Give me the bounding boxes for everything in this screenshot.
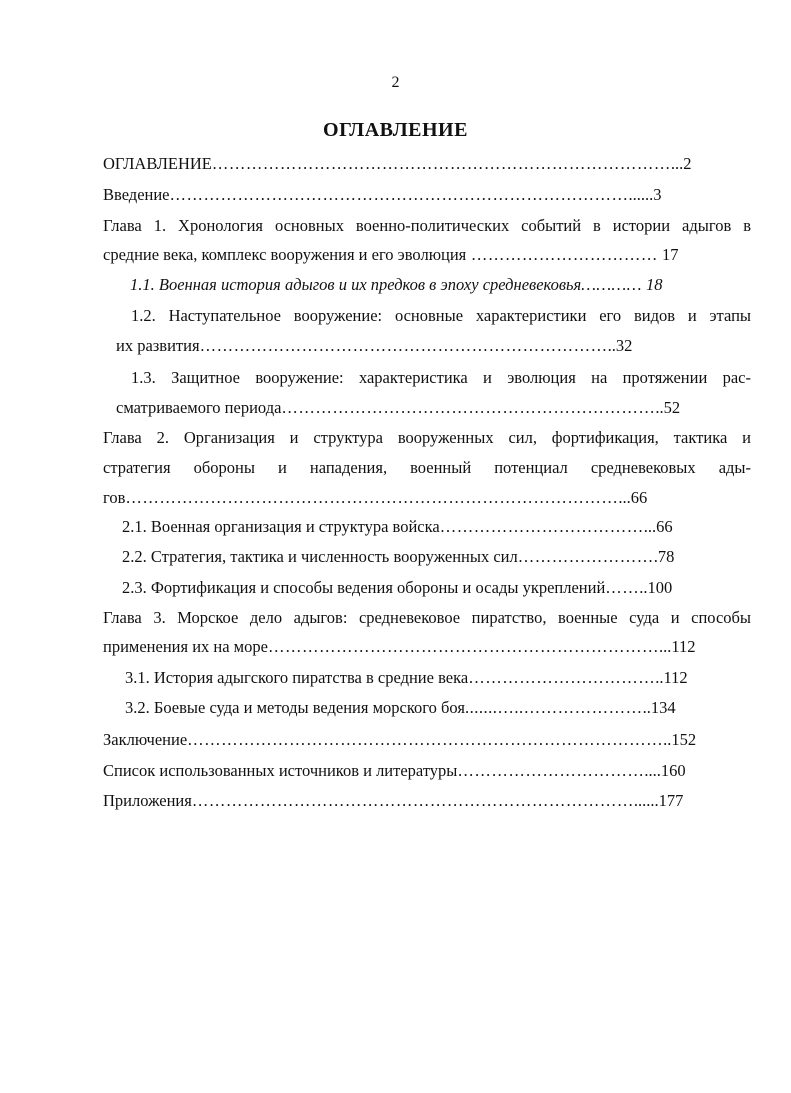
toc-entry-label: ОГЛАВЛЕНИЕ [103,154,212,173]
toc-entry-label: средние века, комплекс вооружения и его эволюция [103,245,467,264]
page-number: 2 [391,74,400,91]
toc-entry-page: ..32 [607,336,633,355]
toc-leader-dots: ………………………………………………………… [281,398,656,417]
toc-entry-label: 1.2. Наступательное вооружение: основные характеристики его видов и этапы [131,306,751,325]
toc-entry-section-2-2[interactable] [122,543,751,571]
toc-entry-label: 1.3. Защитное вооружение: характеристика и эволюция на протяжении рас- [131,368,751,387]
toc-entry-chapter-3[interactable] [103,633,751,661]
toc-entry-page: ..134 [642,698,676,717]
toc-leader-dots: ……………………………………………………………………… [211,154,671,173]
toc-entry-label: сматриваемого периода [116,398,282,417]
toc-leader-dots: …… [605,578,640,597]
toc-entry-introduction[interactable] [103,181,751,209]
toc-entry-page: ...2 [670,154,692,173]
toc-entry-page: 17 [662,245,679,264]
toc-entry-label: 2.3. Фортификация и способы ведения обороны и осады укреплений [122,578,606,597]
toc-entry-label: Список использованных источников и литературы [103,761,458,780]
toc-entry-section-3-1[interactable] [125,664,751,692]
toc-entry-chapter-3-line1[interactable] [103,604,751,632]
toc-entry-label: 3.1. История адыгского пиратства в средние века [125,668,469,687]
toc-entry-page: ...66 [618,488,648,507]
toc-entry-page: ......3 [628,185,662,204]
toc-entry-section-1-3[interactable] [116,394,751,422]
toc-leader-dots: …………………………………………………………………………… [125,488,619,507]
toc-entry-appendices[interactable] [103,787,751,815]
toc-entry-page: .78 [653,547,675,566]
toc-entry-page: ..100 [639,578,673,597]
toc-leader-dots: .......…..………………… [464,698,643,717]
toc-entry-label: Глава 1. Хронология основных военно-политических событий в истории адыгов в [103,216,751,235]
toc-entry-page: ...112 [658,637,696,656]
toc-entry-page: 18 [646,275,663,294]
toc-leader-dots: …………………………………………………………… [267,637,659,656]
toc-entry-label: стратегия обороны и нападения, военный потенциал средневековых ады- [103,458,751,477]
toc-entry-label: 1.1. Военная история адыгов и их предков в эпоху средневековья [130,275,582,294]
toc-entry-bibliography[interactable] [103,757,751,785]
toc-entry-page: ...66 [643,517,673,536]
toc-entry-label: Глава 3. Морское дело адыгов: средневековое пиратство, военные суда и способы [103,608,751,627]
toc-entry-label: их развития [116,336,200,355]
toc-entry-section-1-1[interactable] [130,271,751,299]
toc-entry-label: применения их на море [103,637,268,656]
toc-entry-label: Заключение [103,730,188,749]
toc-entry-chapter-2-line2[interactable] [103,454,751,482]
toc-entry-page: ..152 [663,730,697,749]
toc-leader-dots: …………………………… [457,761,645,780]
toc-leader-dots: ……………………………………………………………………… [169,185,629,204]
toc-leader-dots: ……………………………………………………………… [199,336,608,355]
toc-leader-dots: …………………………… [466,245,658,264]
toc-entry-conclusion[interactable] [103,726,751,754]
toc-entry-chapter-1-line1[interactable] [103,212,751,240]
toc-entry-section-1-2[interactable] [116,332,751,360]
toc-entry-label: Введение [103,185,170,204]
toc-leader-dots: …………………… [517,547,654,566]
toc-leader-dots: …………………………………………………………………… [191,791,634,810]
toc-entry-contents[interactable] [103,150,751,178]
toc-entry-label: Глава 2. Организация и структура вооруженных сил, фортификация, тактика и [103,428,751,447]
toc-entry-section-3-2[interactable] [125,694,751,722]
toc-entry-section-1-2-line1[interactable] [131,302,751,330]
toc-entry-label: Приложения [103,791,192,810]
toc-entry-label: 2.1. Военная организация и структура войска [122,517,440,536]
toc-entry-chapter-1[interactable] [103,241,751,269]
toc-leader-dots: …………………………… [468,668,656,687]
toc-entry-chapter-2[interactable] [103,484,751,512]
toc-entry-label: 3.2. Боевые суда и методы ведения морского боя [125,698,465,717]
toc-entry-page: ..52 [655,398,681,417]
toc-entry-label: 2.2. Стратегия, тактика и численность вооруженных сил [122,547,518,566]
toc-title: ОГЛАВЛЕНИЕ [323,119,468,141]
toc-leader-dots: ………………………………………………………………………… [187,730,664,749]
toc-entry-section-2-1[interactable] [122,513,751,541]
toc-entry-page: ..112 [655,668,688,687]
toc-entry-page: ....160 [644,761,686,780]
toc-leader-dots: ………… [581,275,642,294]
toc-entry-chapter-2-line1[interactable] [103,424,751,452]
toc-leader-dots: ……………………………… [439,517,644,536]
toc-entry-label: гов [103,488,126,507]
toc-entry-page: ......177 [633,791,684,810]
toc-entry-section-1-3-line1[interactable] [131,364,751,392]
toc-entry-section-2-3[interactable] [122,574,751,602]
